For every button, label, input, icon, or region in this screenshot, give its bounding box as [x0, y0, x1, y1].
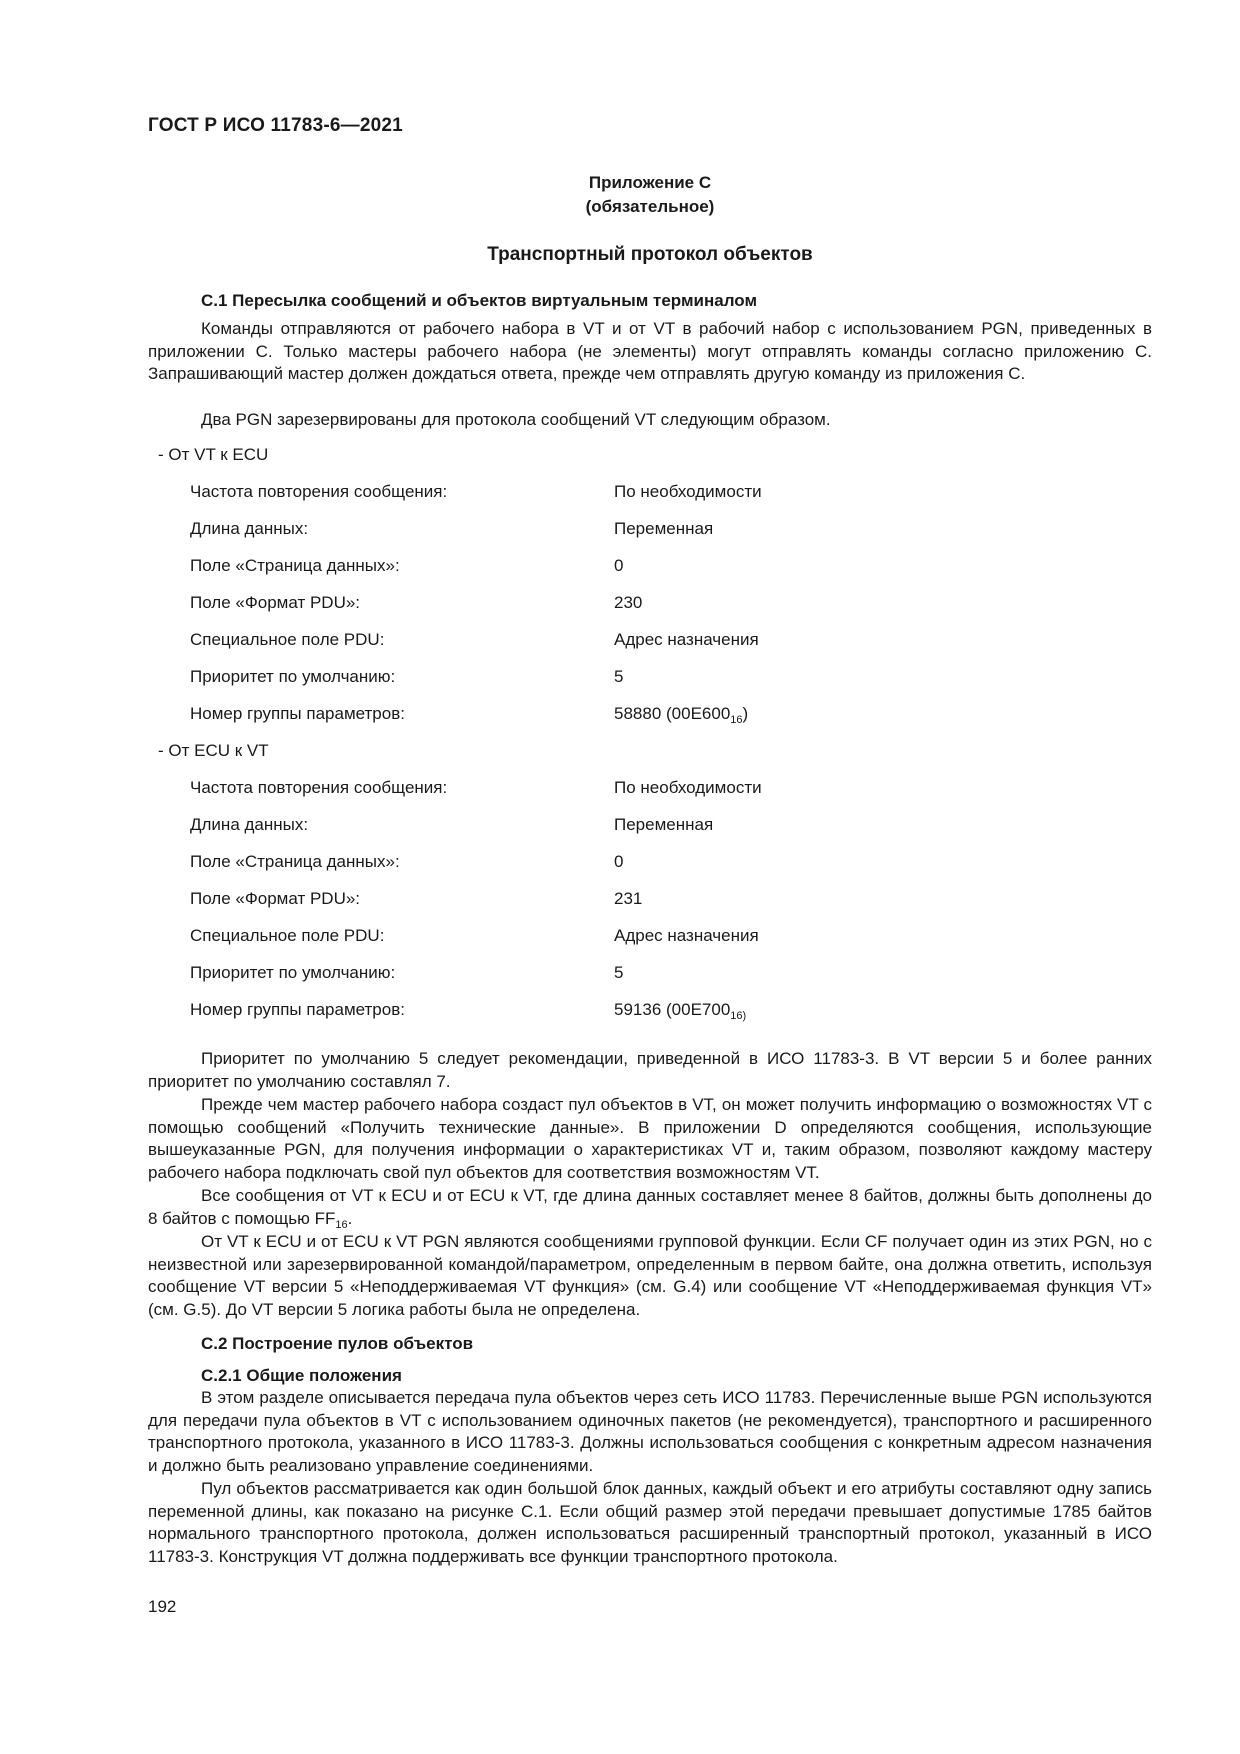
param-value: 0	[614, 556, 624, 575]
subsection-heading-c21: С.2.1 Общие положения	[201, 1366, 402, 1385]
param-value: 231	[614, 889, 643, 908]
param-value: Адрес назначения	[614, 630, 759, 649]
annex-type: (обязательное)	[585, 197, 715, 216]
page-number: 192	[148, 1597, 177, 1616]
paragraph: От VT к ECU и от ECU к VT PGN являются сообщениями групповой функции. Если CF получает один из этих PGN, но с неизвестной или зарезервированной командой/параметром, определенным в первом байте, она должна ответить, используя сообщение VT версии 5 «Неподдерживаемая VT функция» (см. G.4) или сообщение VT «Неподдерживаемая функция VT» (см. G.5). До VT версии 5 логика работы была не определена.	[148, 1232, 1152, 1319]
annex-title: Транспортный протокол объектов	[487, 244, 813, 265]
param-value: По необходимости	[614, 482, 762, 501]
section-heading-c2: С.2 Построение пулов объектов	[201, 1334, 474, 1353]
param-name: Длина данных:	[190, 519, 309, 538]
param-name: Специальное поле PDU:	[190, 926, 385, 945]
param-name: Частота повторения сообщения:	[190, 778, 448, 797]
param-name: Приоритет по умолчанию:	[190, 667, 396, 686]
param-value: 59136 ($00E700_{16)}$	[614, 1000, 747, 1022]
paragraph: Приоритет по умолчанию 5 следует рекомендации, приведенной в ИСО 11783-3. В VT версии 5 и более ранних приоритет по умолчанию составлял 7.	[148, 1049, 1152, 1091]
param-name: Приоритет по умолчанию:	[190, 963, 396, 982]
param-value: 5	[614, 963, 624, 982]
param-name: Поле «Формат PDU»:	[190, 889, 361, 908]
param-name: Специальное поле PDU:	[190, 630, 385, 649]
paragraph: Два PGN зарезервированы для протокола сообщений VT следующим образом.	[201, 410, 831, 429]
standard-number: ГОСТ Р ИСО 11783-6—2021	[148, 115, 403, 136]
param-name: Поле «Формат PDU»:	[190, 593, 361, 612]
param-value: 58880 $(00E600_{16})$	[614, 704, 749, 726]
param-value: Переменная	[614, 815, 714, 834]
param-name: Номер группы параметров:	[190, 1000, 405, 1019]
param-value: 0	[614, 852, 624, 871]
paragraph: Прежде чем мастер рабочего набора создаст пул объектов в VT, он может получить информацию о возможностях VT с помощью сообщений «Получить технические данные». В приложении D определяются сообщения, использующие вышеуказанные PGN, для получения информации о характеристиках VT и, таким образом, позволяют каждому мастеру рабочего набора подключать свой пул объектов для соответствия возможностям VT.	[148, 1095, 1152, 1182]
param-value: 230	[614, 593, 643, 612]
paragraph: Все сообщения от VT к ECU и от ECU к VT, где длина данных составляет менее 8 байтов, должны быть дополнены до 8 байтов с помощью $FF_{16}$.	[148, 1186, 1152, 1231]
param-value: 5	[614, 667, 624, 686]
param-name: Поле «Страница данных»:	[190, 852, 400, 871]
param-name: Номер группы параметров:	[190, 704, 405, 723]
section-heading-c1: С.1 Пересылка сообщений и объектов виртуальным терминалом	[201, 291, 758, 310]
paragraph: Пул объектов рассматривается как один большой блок данных, каждый объект и его атрибуты составляют одну запись переменной длины, как показано на рисунке С.1. Если общий размер этой передачи превышает допустимые 1785 байтов нормального транспортного протокола, должен использоваться расширенный транспортный протокол, указанный в ИСО 11783-3. Конструкция VT должна поддерживать все функции транспортного протокола.	[148, 1479, 1152, 1566]
param-value: Переменная	[614, 519, 714, 538]
param-name: Поле «Страница данных»:	[190, 556, 400, 575]
param-value: По необходимости	[614, 778, 762, 797]
paragraph: Команды отправляются от рабочего набора в VT и от VT в рабочий набор с использованием PGN, приведенных в приложении С. Только мастеры рабочего набора (не элементы) могут отправлять команды согласно приложению С. Запрашивающий мастер должен дождаться ответа, прежде чем отправлять другую команду из приложения С.	[148, 319, 1152, 384]
param-value: Адрес назначения	[614, 926, 759, 945]
paragraph: В этом разделе описывается передача пула объектов через сеть ИСО 11783. Перечисленные выше PGN используются для передачи пула объектов в VT с использованием одиночных пакетов (не рекомендуется), транспортного и расширенного транспортного протокола, указанного в ИСО 11783-3. Должны использоваться сообщения с конкретным адресом назначения и должно быть реализовано управление соединениями.	[148, 1388, 1152, 1475]
list-label-ecu-to-vt: - От ECU к VT	[158, 741, 269, 760]
list-label-vt-to-ecu: - От VT к ECU	[158, 445, 269, 464]
annex-label: Приложение С	[588, 173, 712, 192]
param-name: Длина данных:	[190, 815, 309, 834]
param-name: Частота повторения сообщения:	[190, 482, 448, 501]
